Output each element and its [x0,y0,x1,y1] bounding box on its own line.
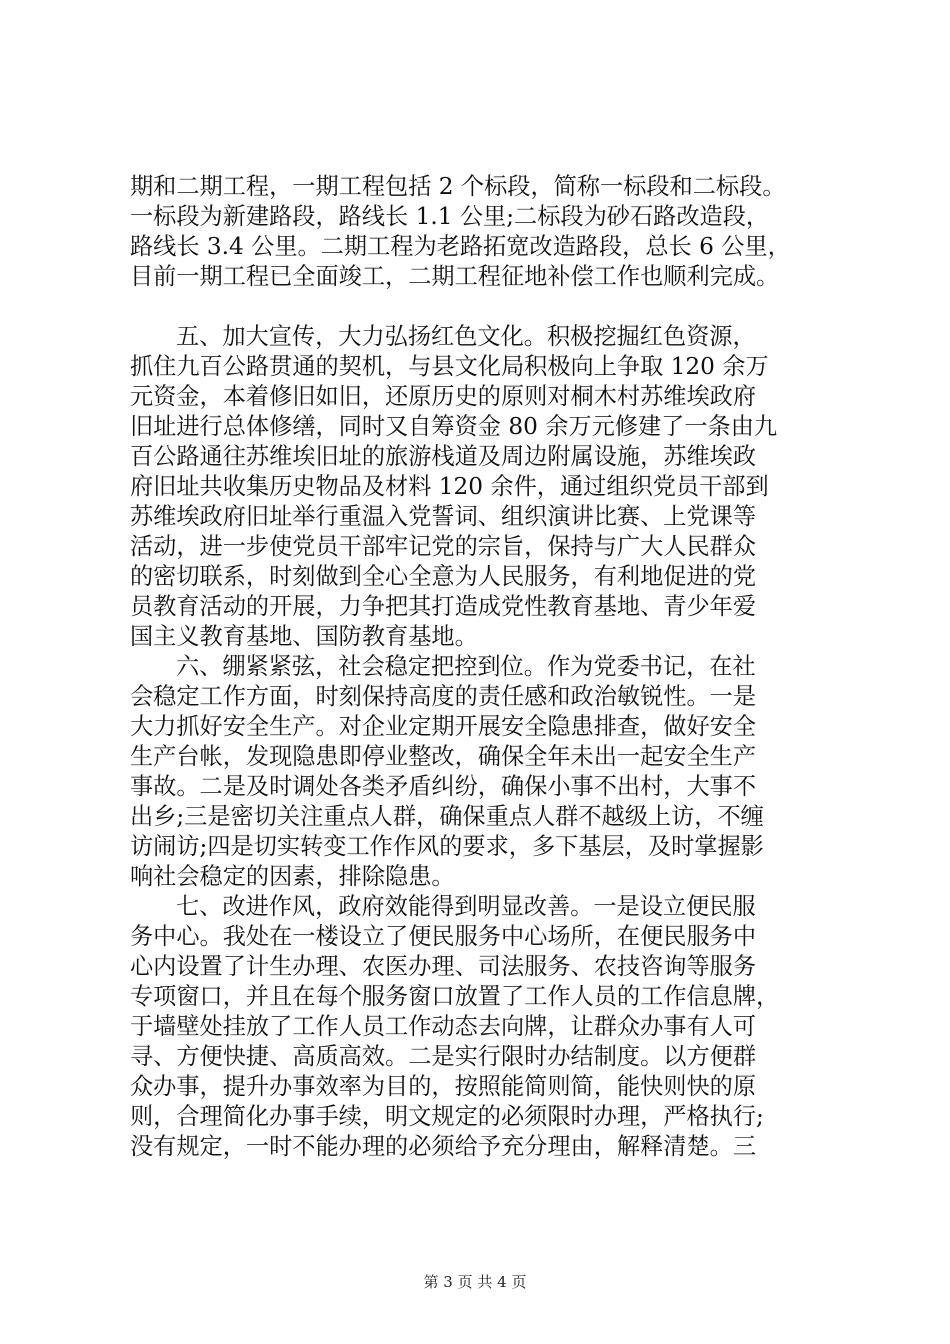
text-line: 没有规定，一时不能办理的必须给予充分理由，解释清楚。三 [130,1133,757,1160]
text-line: 于墙壁处挂放了工作人员工作动态去向牌，让群众办事有人可 [130,1013,757,1040]
text-line: 务中心。我处在一楼设立了便民服务中心场所，在便民服务中 [130,923,757,950]
text-line: 抓住九百公路贯通的契机，与县文化局积极向上争取 120 余万 [130,353,769,380]
text-line: 员教育活动的开展，力争把其打造成党性教育基地、青少年爱 [130,593,757,620]
document-body [130,172,850,1162]
text-line: 旧址进行总体修缮，同时又自筹资金 80 余万元修建了一条由九 [130,413,778,440]
text-line: 专项窗口，并且在每个服务窗口放置了工作人员的工作信息牌， [130,983,780,1010]
text-line: 元资金，本着修旧如旧，还原历史的原则对桐木村苏维埃政府 [130,383,757,410]
text-line: 苏维埃政府旧址举行重温入党誓词、组织演讲比赛、上党课等 [130,503,757,530]
text-line: 的密切联系，时刻做到全心全意为人民服务，有利地促进的党 [130,563,757,590]
text-line: 六、绷紧紧弦，社会稳定把控到位。作为党委书记，在社 [176,653,756,680]
text-line: 期和二期工程，一期工程包括 2 个标段，简称一标段和二标段。 [130,173,786,200]
paragraph-project-phases [130,172,850,292]
text-line: 百公路通往苏维埃旧址的旅游栈道及周边附属设施，苏维埃政 [130,443,757,470]
text-line: 五、加大宣传，大力弘扬红色文化。积极挖掘红色资源， [176,323,756,350]
paragraph-social-stability [130,652,850,892]
text-line: 则，合理简化办事手续，明文规定的必须限时办理，严格执行; [130,1103,764,1130]
text-line: 七、改进作风，政府效能得到明显改善。一是设立便民服 [176,893,756,920]
text-line: 事故。二是及时调处各类矛盾纠纷，确保小事不出村，大事不 [130,773,757,800]
text-line: 会稳定工作方面，时刻保持高度的责任感和政治敏锐性。一是 [130,683,757,710]
text-line: 寻、方便快捷、高质高效。二是实行限时办结制度。以方便群 [130,1043,757,1070]
text-line: 生产台帐，发现隐患即停业整改，确保全年未出一起安全生产 [130,743,757,770]
paragraph-work-style [130,892,850,1162]
paragraph-red-culture [130,322,850,652]
text-line: 心内设置了计生办理、农医办理、司法服务、农技咨询等服务 [130,953,757,980]
text-line: 访闹访;四是切实转变工作作风的要求，多下基层，及时掌握影 [130,833,764,860]
text-line: 出乡;三是密切关注重点人群，确保重点人群不越级上访，不缠 [130,803,764,830]
text-line: 国主义教育基地、国防教育基地。 [130,623,478,650]
page-number-footer: 第 3 页 共 4 页 [423,1273,527,1291]
text-line: 大力抓好安全生产。对企业定期开展安全隐患排查，做好安全 [130,713,757,740]
text-line: 目前一期工程已全面竣工，二期工程征地补偿工作也顺利完成。 [130,263,780,290]
text-line: 活动，进一步使党员干部牢记党的宗旨，保持与广大人民群众 [130,533,757,560]
text-line: 路线长 3.4 公里。二期工程为老路拓宽改造路段，总长 6 公里， [130,233,791,260]
text-line: 府旧址共收集历史物品及材料 120 余件，通过组织党员干部到 [130,473,769,500]
text-line: 一标段为新建路段，路线长 1.1 公里;二标段为砂石路改造段， [130,203,770,230]
text-line: 响社会稳定的因素，排除隐患。 [130,863,455,890]
text-line: 众办事，提升办事效率为目的，按照能简则简，能快则快的原 [130,1073,757,1100]
paragraph-gap [130,292,850,322]
